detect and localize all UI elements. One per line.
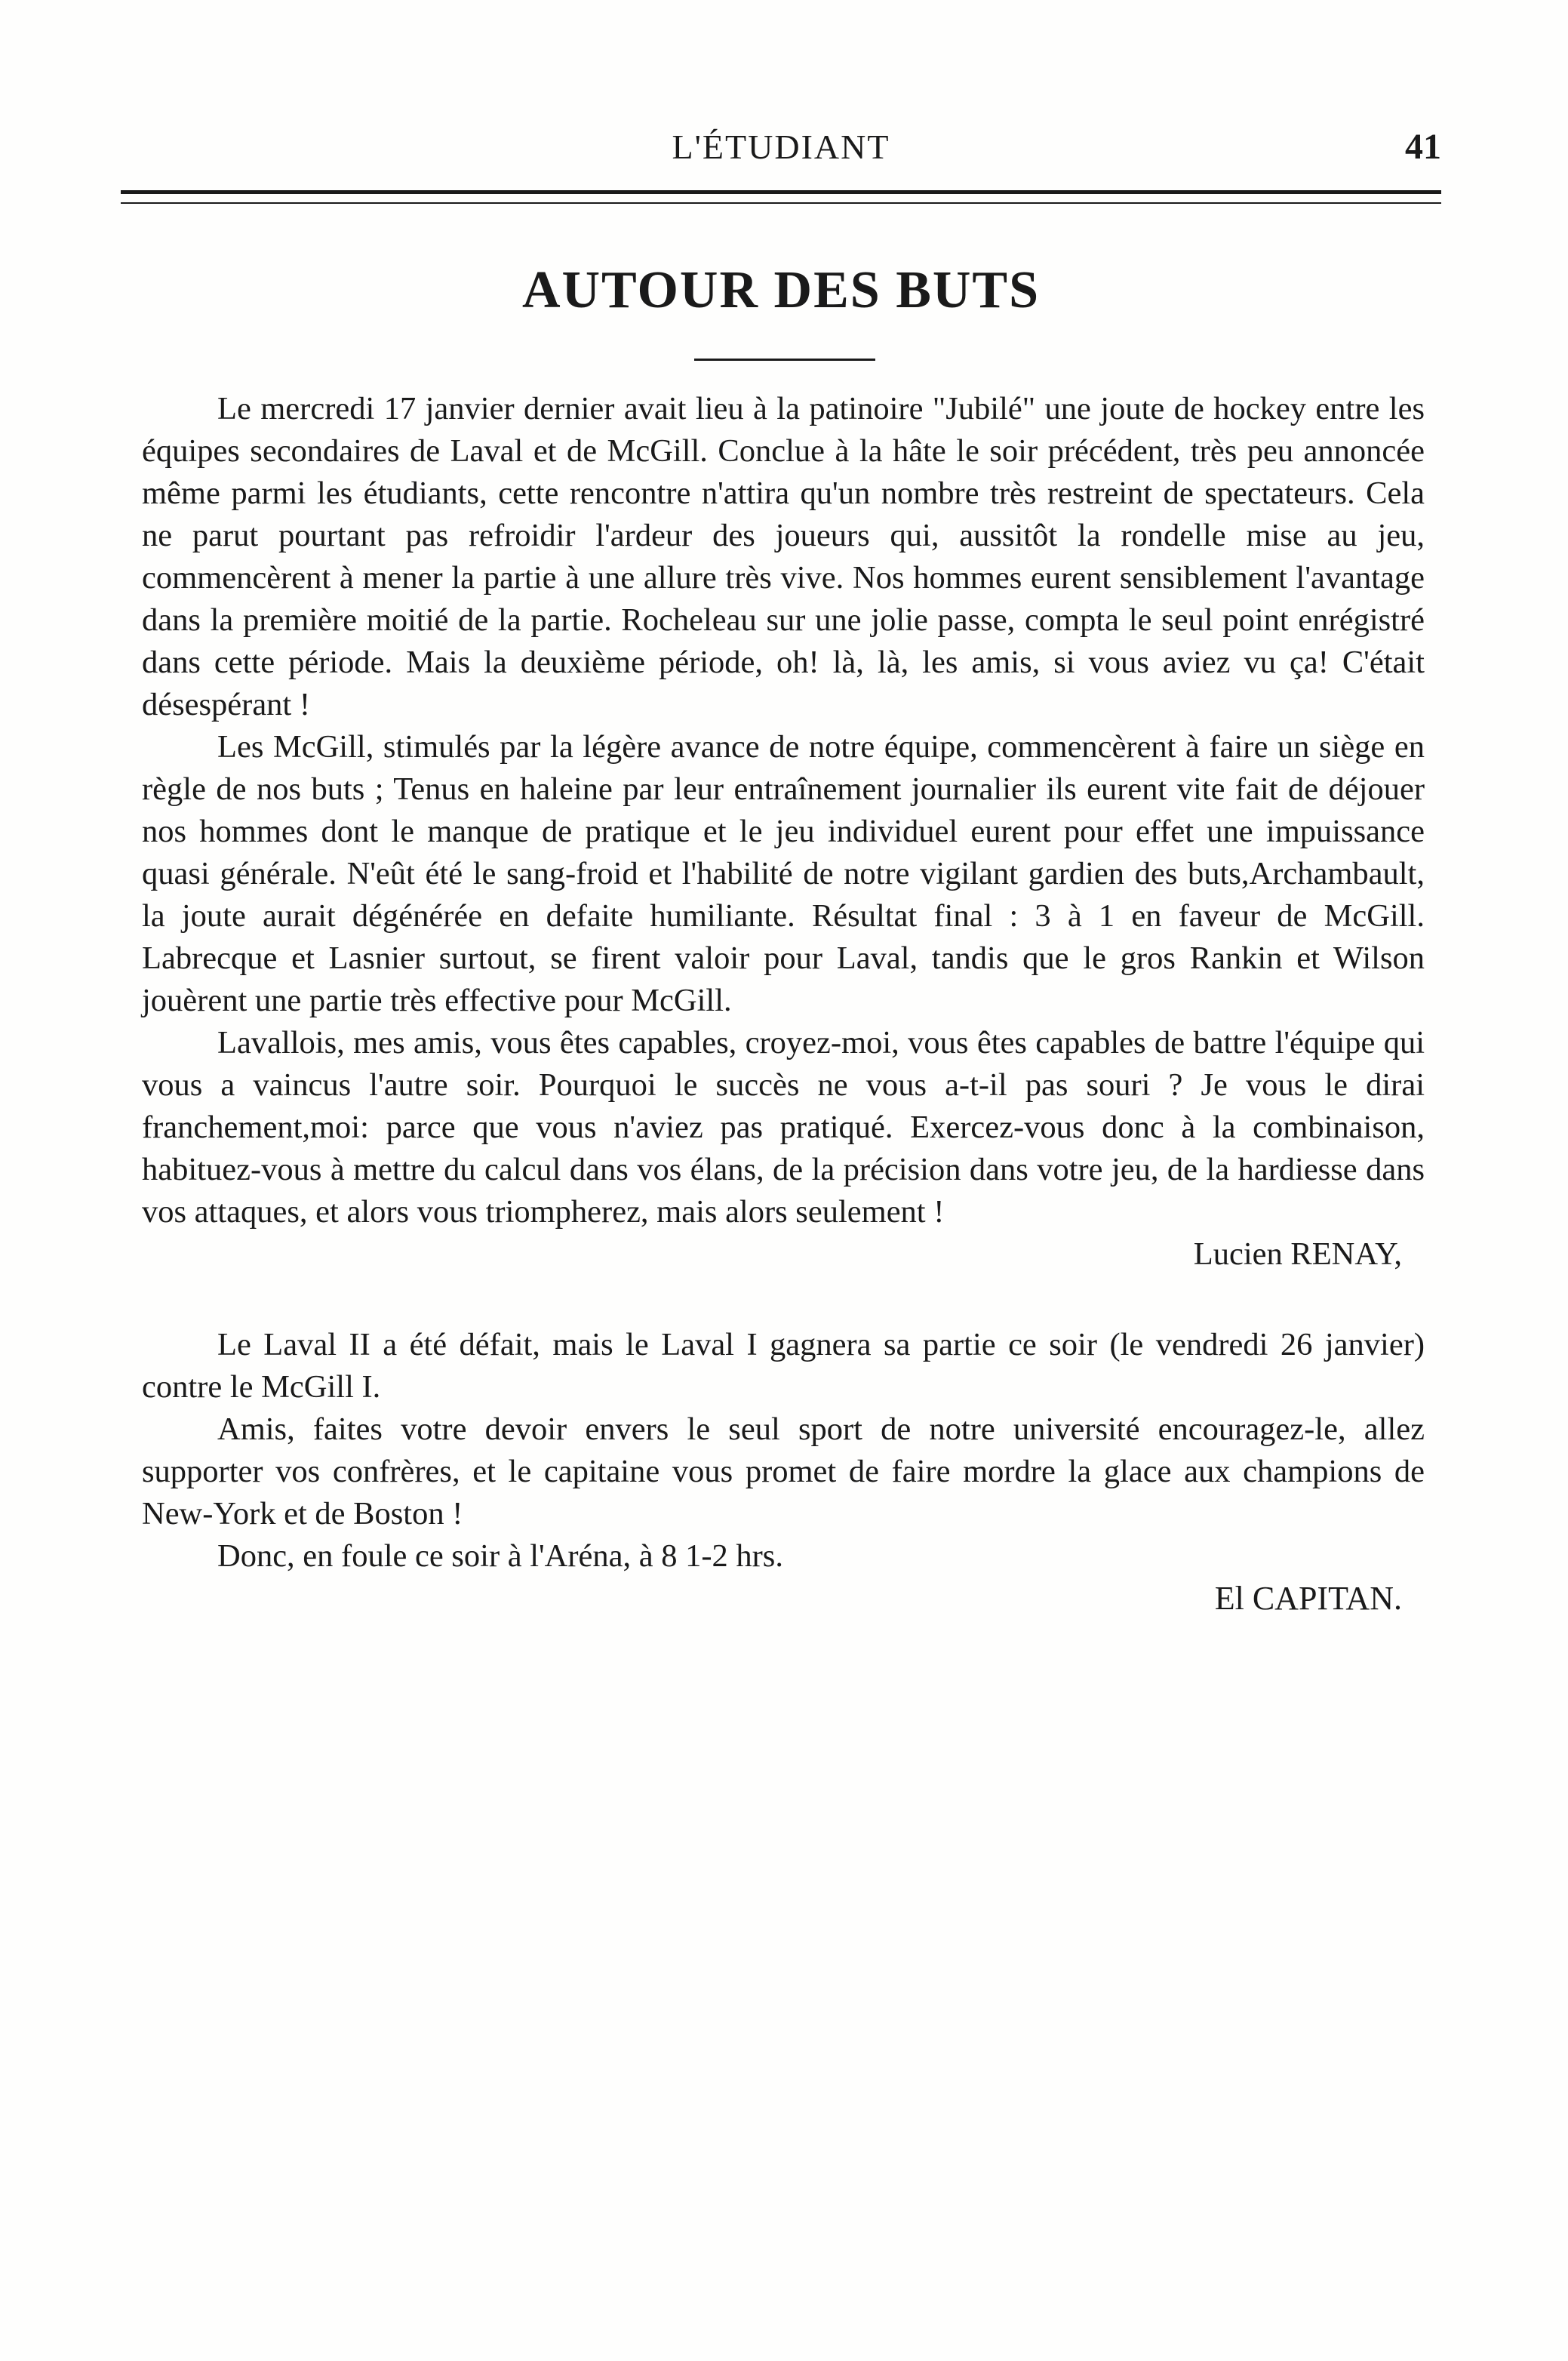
notice-paragraph-1: Le Laval II a été défait, mais le Laval I gagnera sa partie ce soir (le vendredi 26 janvier) contre le McGill I. — [142, 1327, 1425, 1405]
header-rule-thin — [121, 202, 1441, 204]
notice-signature: El CAPITAN. — [1214, 1580, 1402, 1617]
section-gap — [142, 1276, 1425, 1324]
running-header — [121, 121, 1441, 174]
article-paragraph-1: Le mercredi 17 janvier dernier avait lieu à la patinoire "Jubilé" une joute de hockey entre les équipes secondaires de Laval et de McGill. Conclue à la hâte le soir précédent, très peu annoncée même parmi les étudiants, cette rencontre n'attira qu'un nombre très restreint de spectateurs. Cela ne parut pourtant pas refroidir l'ardeur des joueurs qui, aussitôt la rondelle mise au jeu, commencèrent à mener la partie à une allure très vive. Nos hommes eurent sensiblement l'avantage dans la première moitié de la partie. Rocheleau sur une jolie passe, compta le seul point enrégistré dans cette période. Mais la deuxième période, oh! là, là, les amis, si vous aviez vu ça! C'était désespérant ! — [142, 391, 1425, 722]
article-title: AUTOUR DES BUTS — [521, 261, 1041, 319]
notice-paragraph-3: Donc, en foule ce soir à l'Aréna, à 8 1-2 hrs. — [217, 1538, 783, 1574]
notice-paragraph-2: Amis, faites votre devoir envers le seul sport de notre université encouragez-le, allez supporter vos confrères, et le capitaine vous promet de faire mordre la glace aux champions de New-York et de Boston ! — [142, 1411, 1425, 1531]
article-paragraph-3: Lavallois, mes amis, vous êtes capables, croyez-moi, vous êtes capables de battre l'équipe qui vous a vaincus l'autre soir. Pourquoi le succès ne vous a-t-il pas souri ? Je vous le dirai franchement,moi: parce que vous n'aviez pas pratiqué. Exercez-vous donc à la combinaison, habituez-vous à mettre du calcul dans vos élans, de la précision dans votre jeu, de la hardiesse dans vos attaques, et alors vous triompherez, mais alors seulement ! — [142, 1025, 1425, 1230]
article-signature: Lucien RENAY, — [1193, 1236, 1402, 1272]
header-rule-thick — [121, 190, 1441, 194]
publication-title: L'ÉTUDIANT — [672, 128, 890, 166]
page-number: 41 — [1405, 127, 1441, 167]
title-divider — [694, 359, 875, 361]
article-body — [142, 388, 1425, 1620]
article-paragraph-2: Les McGill, stimulés par la légère avance de notre équipe, commencèrent à faire un siège en règle de nos buts ; Tenus en haleine par leur entraînement journalier ils eurent vite fait de déjouer nos hommes dont le manque de pratique et le jeu individuel eurent pour effet une impuissance quasi générale. N'eût été le sang-froid et l'habilité de notre vigilant gardien des buts,Archambault, la joute aurait dégénérée en defaite humiliante. Résultat final : 3 à 1 en faveur de McGill. Labrecque et Lasnier surtout, se firent valoir pour Laval, tandis que le gros Rankin et Wilson jouèrent une partie très effective pour McGill. — [142, 729, 1425, 1018]
